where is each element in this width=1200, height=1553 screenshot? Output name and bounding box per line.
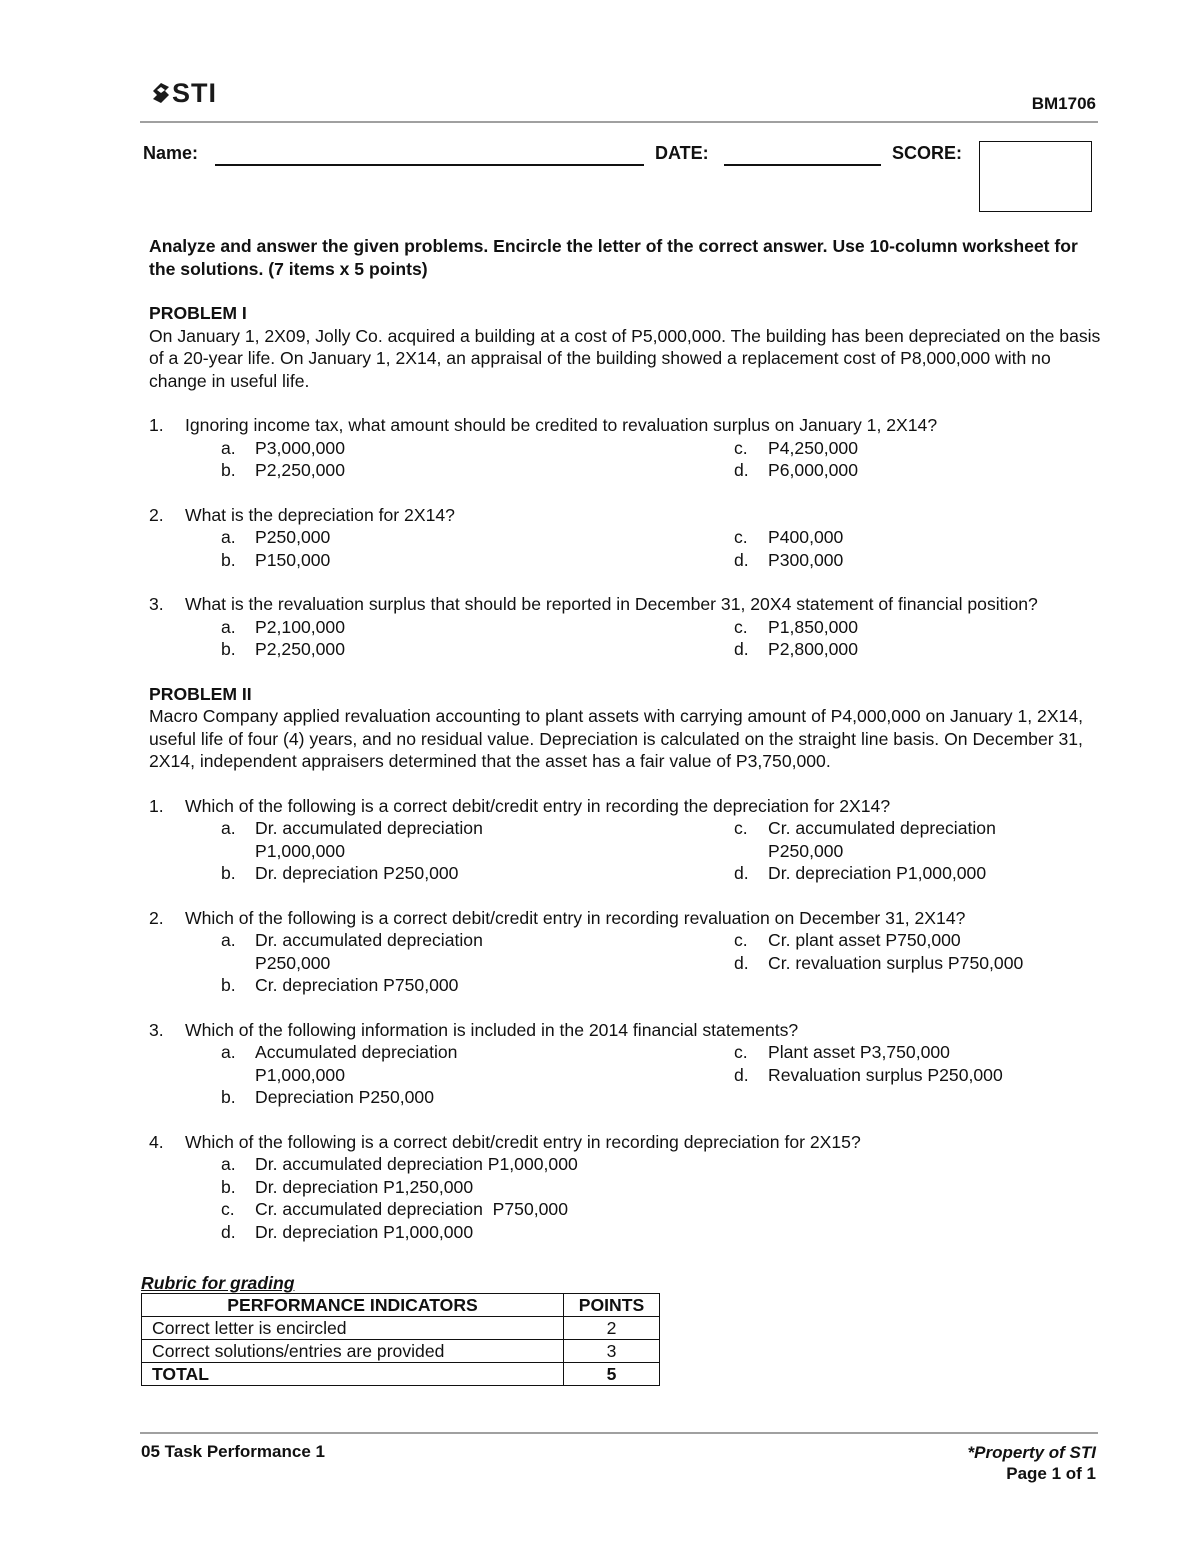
option-letter: d. xyxy=(734,639,749,659)
option-letter: d. xyxy=(734,460,749,480)
option-a[interactable] xyxy=(221,437,734,460)
header-divider xyxy=(140,121,1098,123)
option-d[interactable] xyxy=(221,1221,1101,1244)
option-c[interactable] xyxy=(734,526,1101,549)
question-item xyxy=(149,414,1101,482)
question-number: 1. xyxy=(149,415,164,435)
option-letter: b. xyxy=(221,1176,236,1197)
option-letter: d. xyxy=(734,952,749,973)
option-c[interactable] xyxy=(221,1198,1101,1221)
score-box[interactable] xyxy=(979,141,1092,212)
logo-text: STI xyxy=(172,78,218,108)
question-item xyxy=(149,1019,1101,1109)
option-text: P2,250,000 xyxy=(255,639,346,659)
option-c[interactable] xyxy=(734,929,1101,952)
option-letter: b. xyxy=(221,1087,236,1107)
option-d[interactable] xyxy=(734,1064,1101,1087)
total-row xyxy=(142,1363,660,1386)
worksheet-body xyxy=(149,235,1101,1243)
sti-logo xyxy=(152,78,217,109)
option-letter: a. xyxy=(221,1042,236,1062)
option-text: Cr. accumulated depreciation P250,000 xyxy=(768,818,996,861)
question-item xyxy=(149,907,1101,997)
option-letter: a. xyxy=(221,527,236,547)
points-cell: 2 xyxy=(564,1317,660,1340)
option-letter: d. xyxy=(734,549,749,570)
footer-divider xyxy=(140,1432,1098,1434)
option-b[interactable] xyxy=(221,1176,1101,1199)
option-letter: b. xyxy=(221,863,236,883)
question-item xyxy=(149,593,1101,661)
option-letter: c. xyxy=(734,616,748,637)
option-text: Dr. depreciation P250,000 xyxy=(255,863,459,883)
name-label: Name: xyxy=(143,143,199,163)
option-letter: d. xyxy=(221,1221,236,1242)
problem-1 xyxy=(149,302,1101,661)
option-text: P400,000 xyxy=(768,527,844,547)
problem-text: Macro Company applied revaluation accounting to plant assets with carrying amount of P4,000,000 on January 1, 2X14, useful life of four (4) years, and no residual value. Depreciation is calculated on the straight line basis. On December 31, 2X14, independent appraisers determined that the asset has a fair value of P3,750,000. xyxy=(149,706,1084,771)
name-field[interactable] xyxy=(215,164,644,166)
option-c[interactable] xyxy=(734,437,1101,460)
option-text: Depreciation P250,000 xyxy=(255,1087,434,1107)
instructions: Analyze and answer the given problems. Encircle the letter of the correct answer. Use 10-column worksheet for the solutions. (7 items x 5 points) xyxy=(149,236,1078,279)
option-letter: d. xyxy=(734,863,749,883)
indicator-cell: Correct solutions/entries are provided xyxy=(142,1340,564,1363)
option-letter: a. xyxy=(221,437,236,458)
option-d[interactable] xyxy=(734,549,1101,572)
question-item xyxy=(149,1131,1101,1244)
option-text: Cr. revaluation surplus P750,000 xyxy=(768,952,1024,973)
option-c[interactable] xyxy=(734,616,1101,639)
option-a[interactable] xyxy=(221,616,734,639)
question-item xyxy=(149,504,1101,572)
option-text: P250,000 xyxy=(255,527,331,547)
date-label: DATE: xyxy=(655,143,709,163)
option-a[interactable] xyxy=(221,929,734,974)
table-header-row xyxy=(142,1294,660,1317)
option-letter: c. xyxy=(734,930,748,950)
question-text: Which of the following is a correct debit/credit entry in recording the depreciation for 2X14? xyxy=(185,795,891,816)
option-b[interactable] xyxy=(221,974,734,997)
option-text: P300,000 xyxy=(768,549,844,570)
option-letter: c. xyxy=(734,437,748,458)
question-number: 3. xyxy=(149,594,164,614)
option-text: Dr. depreciation P1,250,000 xyxy=(255,1176,474,1197)
option-letter: c. xyxy=(734,1042,748,1062)
total-points: 5 xyxy=(564,1363,660,1386)
sti-logo-emblem-icon xyxy=(152,82,170,104)
option-text: P2,800,000 xyxy=(768,639,859,659)
option-letter: a. xyxy=(221,1154,236,1174)
option-letter: b. xyxy=(221,549,236,570)
option-text: Dr. accumulated depreciation P250,000 xyxy=(255,930,483,973)
option-letter: a. xyxy=(221,818,236,838)
question-text: Which of the following is a correct debit/credit entry in recording revaluation on December 31, 2X14? xyxy=(185,907,966,928)
date-field[interactable] xyxy=(724,164,881,166)
table-row xyxy=(142,1340,660,1363)
option-letter: c. xyxy=(221,1199,235,1219)
option-b[interactable] xyxy=(221,638,734,661)
rubric-table xyxy=(141,1293,660,1386)
option-b[interactable] xyxy=(221,862,734,885)
question-number: 4. xyxy=(149,1131,164,1152)
option-text: Dr. accumulated depreciation P1,000,000 xyxy=(255,1154,578,1174)
question-number: 3. xyxy=(149,1019,164,1040)
page-number: Page 1 of 1 xyxy=(1006,1464,1096,1483)
problem-2 xyxy=(149,683,1101,1244)
option-a[interactable] xyxy=(221,526,734,549)
option-c[interactable] xyxy=(734,1041,1101,1064)
option-a[interactable] xyxy=(221,1153,1101,1176)
option-text: Revaluation surplus P250,000 xyxy=(768,1064,1003,1085)
rubric-title: Rubric for grading xyxy=(141,1273,295,1293)
option-text: Cr. plant asset P750,000 xyxy=(768,930,961,950)
table-row xyxy=(142,1317,660,1340)
option-text: Cr. depreciation P750,000 xyxy=(255,975,459,995)
option-text: P2,100,000 xyxy=(255,616,346,637)
option-d[interactable] xyxy=(734,638,1101,661)
footer-right xyxy=(968,1442,1096,1484)
question-text: Ignoring income tax, what amount should be credited to revaluation surplus on January 1, 2X14? xyxy=(185,415,938,435)
question-text: Which of the following is a correct debit/credit entry in recording depreciation for 2X15? xyxy=(185,1131,861,1152)
property-notice: *Property of STI xyxy=(967,1443,1096,1462)
question-item xyxy=(149,795,1101,885)
option-b[interactable] xyxy=(221,549,734,572)
option-a[interactable] xyxy=(221,817,734,862)
option-text: P3,000,000 xyxy=(255,437,346,458)
question-number: 2. xyxy=(149,907,164,928)
footer-task-title: 05 Task Performance 1 xyxy=(141,1442,325,1461)
option-text: Cr. accumulated depreciation P750,000 xyxy=(255,1199,568,1219)
column-header-points: POINTS xyxy=(564,1294,660,1317)
option-letter: d. xyxy=(734,1064,749,1085)
question-text: What is the revaluation surplus that should be reported in December 31, 20X4 statement of financial position? xyxy=(185,594,1038,614)
option-text: P6,000,000 xyxy=(768,460,859,480)
option-text: Plant asset P3,750,000 xyxy=(768,1042,950,1062)
option-letter: b. xyxy=(221,639,236,659)
column-header-indicators: PERFORMANCE INDICATORS xyxy=(142,1294,564,1317)
problem-text: On January 1, 2X09, Jolly Co. acquired a building at a cost of P5,000,000. The building has been depreciated on the basis of a 20-year life. On January 1, 2X14, an appraisal of the building showed a replacement cost of P8,000,000 with no change in useful life. xyxy=(149,325,1101,391)
option-text: Dr. depreciation P1,000,000 xyxy=(768,863,987,883)
option-b[interactable] xyxy=(221,1086,734,1109)
option-letter: a. xyxy=(221,616,236,637)
total-label: TOTAL xyxy=(142,1363,564,1386)
option-text: P1,850,000 xyxy=(768,616,859,637)
question-text: What is the depreciation for 2X14? xyxy=(185,504,455,525)
option-text: P2,250,000 xyxy=(255,460,346,480)
option-b[interactable] xyxy=(221,459,734,482)
question-text: Which of the following information is included in the 2014 financial statements? xyxy=(185,1019,799,1040)
option-text: Dr. depreciation P1,000,000 xyxy=(255,1221,474,1242)
option-letter: c. xyxy=(734,527,748,547)
question-number: 2. xyxy=(149,504,164,525)
option-a[interactable] xyxy=(221,1041,734,1086)
option-d[interactable] xyxy=(734,459,1101,482)
problem-title: PROBLEM II xyxy=(149,683,252,704)
question-number: 1. xyxy=(149,795,164,816)
option-d[interactable] xyxy=(734,862,1101,885)
option-text: P150,000 xyxy=(255,549,331,570)
score-label: SCORE: xyxy=(892,143,963,163)
option-text: Accumulated depreciation P1,000,000 xyxy=(255,1042,458,1085)
option-letter: c. xyxy=(734,818,748,838)
points-cell: 3 xyxy=(564,1340,660,1363)
option-letter: a. xyxy=(221,930,236,950)
option-letter: b. xyxy=(221,975,236,995)
option-d[interactable] xyxy=(734,952,1101,975)
option-letter: b. xyxy=(221,460,236,480)
document-code: BM1706 xyxy=(1031,94,1096,113)
option-c[interactable] xyxy=(734,817,1101,862)
problem-title: PROBLEM I xyxy=(149,303,247,323)
option-text: P4,250,000 xyxy=(768,437,859,458)
indicator-cell: Correct letter is encircled xyxy=(142,1317,564,1340)
option-text: Dr. accumulated depreciation P1,000,000 xyxy=(255,818,483,861)
